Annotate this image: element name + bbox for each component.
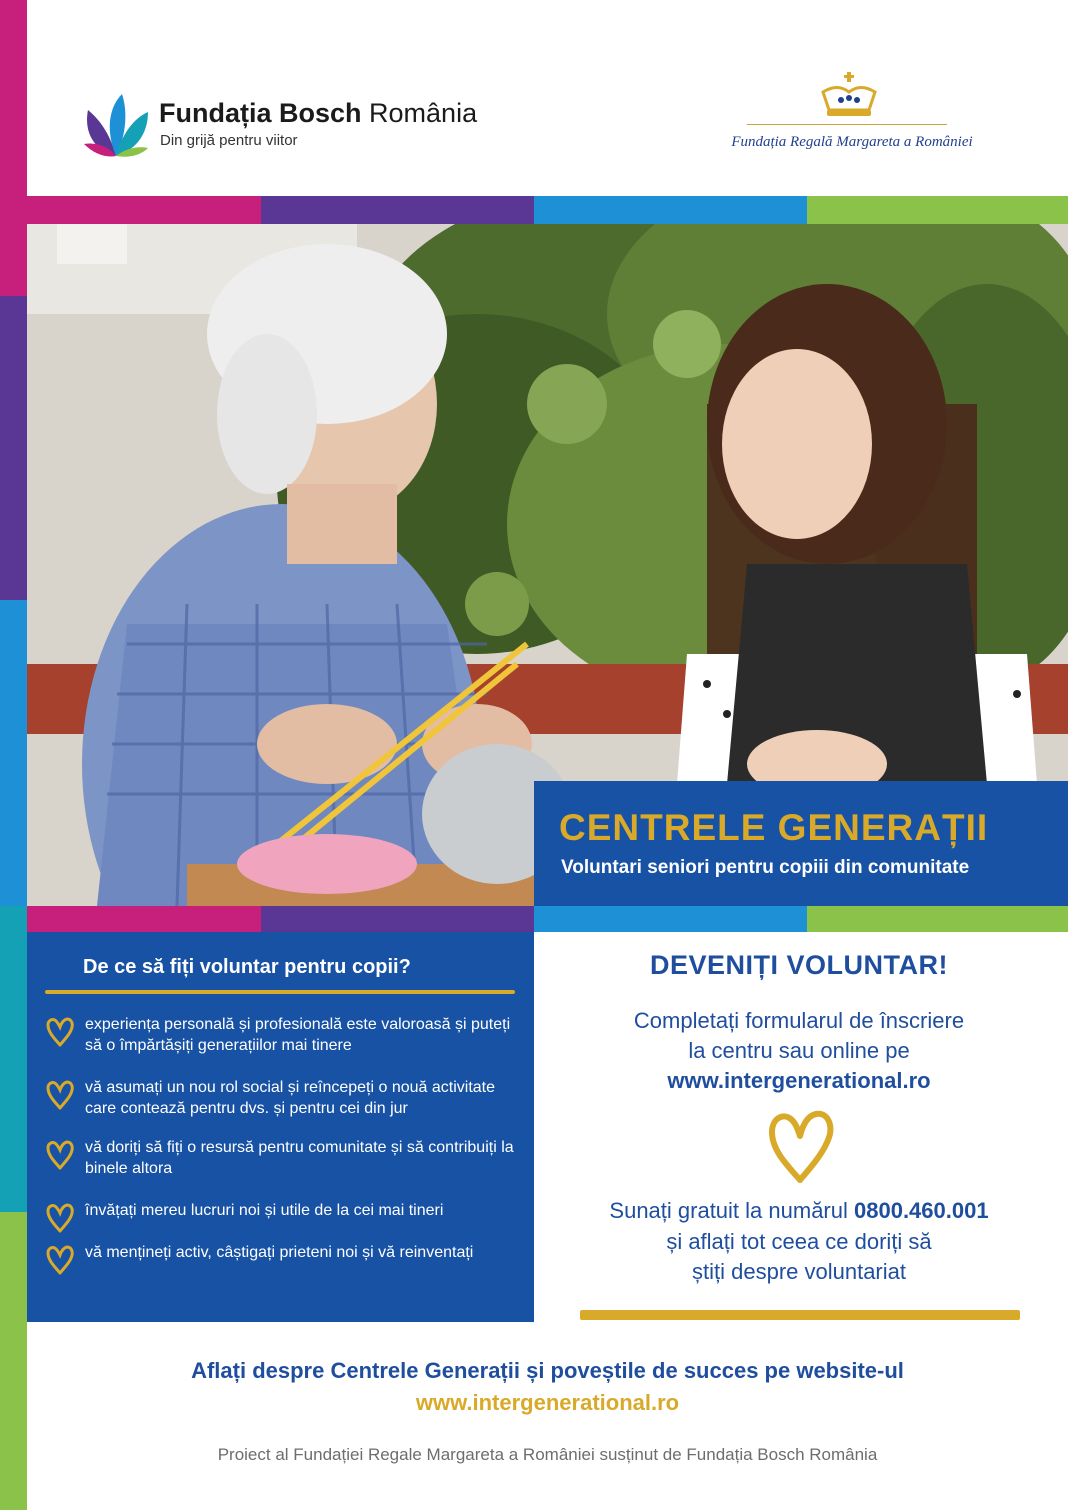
color-bar-magenta-mid bbox=[27, 906, 261, 932]
list-item-text: experiența personală și profesională este valoroasă și puteți să o împărtășiți generațiilor mai tinere bbox=[85, 1016, 511, 1054]
heart-icon bbox=[45, 1244, 75, 1276]
footer-heading: Aflați despre Centrele Generații și poveștile de succes pe website-ul bbox=[191, 1358, 904, 1383]
heart-icon bbox=[45, 1079, 75, 1111]
become-volunteer-panel bbox=[534, 932, 1068, 1322]
heart-icon bbox=[764, 1108, 836, 1186]
color-bar-purple bbox=[261, 196, 534, 224]
bosch-foundation-logo bbox=[82, 90, 502, 160]
list-item bbox=[45, 1014, 525, 1064]
list-item bbox=[45, 1137, 525, 1187]
footer-credit: Proiect al Fundației Regale Margareta a României susținut de Fundația Bosch România bbox=[217, 1445, 878, 1464]
phone-number[interactable]: 0800.460.001 bbox=[854, 1198, 989, 1223]
cta-rule bbox=[580, 1310, 1020, 1320]
left-stripe-teal bbox=[0, 906, 27, 1212]
color-bar-purple-mid bbox=[261, 906, 534, 932]
hero-subtitle: Voluntari seniori pentru copiii din comunitate bbox=[561, 857, 970, 878]
left-stripe-green bbox=[0, 1212, 27, 1510]
color-bar-blue bbox=[534, 196, 807, 224]
heart-icon bbox=[45, 1139, 75, 1171]
list-item-text: învățați mereu lucruri noi și utile de la cei mai tineri bbox=[85, 1202, 444, 1219]
cta-text-line1: Completați formularul de înscriere bbox=[633, 1008, 965, 1033]
royal-logo-rule bbox=[747, 124, 947, 125]
footer-website-link[interactable]: www.intergenerational.ro bbox=[415, 1390, 680, 1415]
cta-text-line2: la centru sau online pe bbox=[688, 1038, 910, 1063]
list-item bbox=[45, 1242, 525, 1292]
cta-phone-line: Sunați gratuit la numărul 0800.460.001 bbox=[609, 1198, 989, 1223]
list-item-text: vă asumați un nou rol social și reîncepeți o nouă activitate care contează pentru dvs. și pentru cei din jur bbox=[85, 1079, 496, 1117]
left-stripe-magenta bbox=[0, 0, 27, 296]
royal-foundation-logo bbox=[707, 72, 997, 162]
color-bar-magenta bbox=[27, 196, 261, 224]
bosch-foundation-tagline: Din grijă pentru viitor bbox=[160, 132, 298, 149]
why-volunteer-title: De ce să fiți voluntar pentru copii? bbox=[83, 956, 411, 978]
left-stripe-purple bbox=[0, 296, 27, 600]
hero-title: CENTRELE GENERAȚII bbox=[559, 807, 989, 848]
left-stripe-blue bbox=[0, 600, 27, 906]
header bbox=[27, 0, 1068, 196]
why-volunteer-rule bbox=[45, 990, 515, 994]
cta-website-link[interactable]: www.intergenerational.ro bbox=[667, 1068, 931, 1093]
heart-icon bbox=[45, 1202, 75, 1234]
crown-icon bbox=[819, 72, 879, 118]
become-volunteer-title: DEVENIȚI VOLUNTAR! bbox=[650, 950, 948, 980]
heart-icon bbox=[45, 1016, 75, 1048]
why-volunteer-panel bbox=[27, 932, 534, 1322]
color-bar-green-mid bbox=[807, 906, 1068, 932]
cta-text-line4: și aflați tot ceea ce doriți să bbox=[666, 1229, 932, 1254]
cta-text-line5: știți despre voluntariat bbox=[692, 1259, 906, 1284]
list-item-text: vă mențineți activ, câștigați prieteni noi și vă reinventați bbox=[85, 1244, 474, 1261]
color-bar-blue-mid bbox=[534, 906, 807, 932]
list-item bbox=[45, 1077, 525, 1127]
list-item-text: vă doriți să fiți o resursă pentru comunitate și să contribuiți la binele altora bbox=[85, 1139, 514, 1177]
hero-title-box bbox=[534, 781, 1068, 906]
royal-foundation-name: Fundația Regală Margareta a României bbox=[731, 134, 973, 150]
color-bar-green bbox=[807, 196, 1068, 224]
bosch-foundation-name: Fundația Bosch România bbox=[159, 98, 478, 128]
bosch-leaf-icon bbox=[82, 90, 150, 158]
